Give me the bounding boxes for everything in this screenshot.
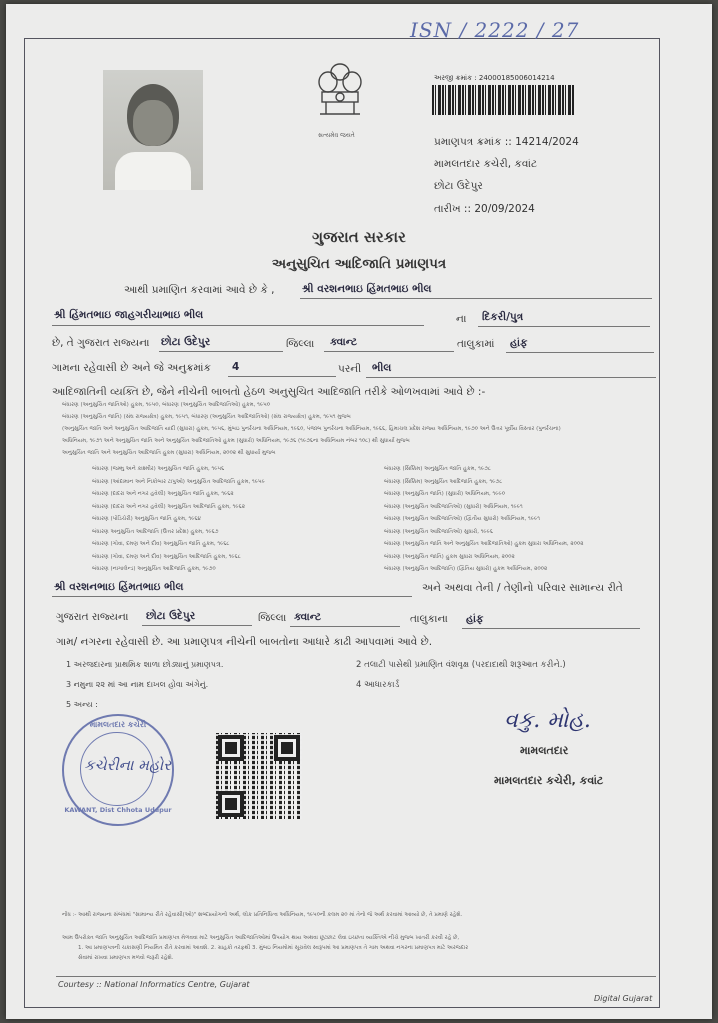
village: હાંફ: [510, 337, 528, 349]
government-title: ગુજરાત સરકાર: [312, 228, 406, 246]
basis-item-3: 3 નમુના ૨૨ માં આ નામ દાખલ હોવા અંગેનું.: [66, 680, 209, 689]
officer-office: મામલતદાર કચેરી, કવાંટ: [494, 774, 604, 787]
taluka-2-line: [290, 626, 400, 627]
law-line: બંધારણ (દાદરા અને નગર હવેલી) અનુસુચિત આદિજાતિ હુકમ, ૧૯૬૨: [92, 503, 245, 510]
holder-name: શ્રી વરશનભાઇ હિંમતભાઇ ભીલ: [302, 283, 432, 295]
resident-prefix: છે, તે ગુજરાત રાજ્યના: [52, 337, 150, 349]
office-district: છોટા ઉદેપુર: [434, 180, 483, 192]
officer-designation: મામલતદાર: [520, 744, 569, 757]
serial-line: [228, 376, 336, 377]
applicant-photo: [103, 70, 203, 190]
basis-item-5: 5 અન્ય :: [66, 700, 98, 709]
digital-gujarat-brand: Digital Gujarat: [594, 994, 653, 1003]
village-line: [506, 352, 654, 353]
law-line: બંધારણ (જમ્મુ અને કાશ્મીર) અનુસુચિત જાતિ હુકમ, ૧૯૫૬: [92, 466, 225, 472]
relation-prefix: ના: [456, 313, 467, 325]
community-prefix: ગામના રહેવાસી છે અને જે અનુક્રમાંક: [52, 362, 211, 374]
office-name: મામલતદાર કચેરી, કવાંટ: [434, 158, 538, 170]
law-line: બંધારણ (અનુસુચિત જાતિ અને અનુસુચિત આદિજાતિઓ) હુકમ સુધારા અધિનિયમ, ૨૦૦૨: [384, 541, 584, 547]
law-line: અનુસુચિત જાતિ અને અનુસુચિત આદિજાતિ હુકમ (સુધારા) અધિનિયમ, ૨૦૦૨ થી સુધાર્યા મુજબ: [62, 450, 276, 456]
law-list-left: [92, 466, 372, 579]
intro-text: આથી પ્રમાણિત કરવામાં આવે છે કે ,: [124, 284, 275, 296]
district-2-line: [142, 625, 252, 626]
seal-bottom-text: KAWANT, Dist Chhota Udepur: [64, 806, 172, 814]
family-clause: અને અથવા તેની / તેણીનો પરિવાર સામાન્ય રીતે: [422, 582, 623, 594]
courtesy-text: Courtesy :: National Informatics Centre, Gujarat: [58, 980, 250, 989]
handwritten-reference: ISN / 2222 / 27: [410, 18, 580, 42]
basis-item-1: 1 અરજદારના પ્રાથમિક શાળા છોડ્યાનું પ્રમાણપત્ર.: [66, 660, 224, 669]
law-line: બંધારણ (અનુસુચિત જાતિ) (સંઘ રાજ્યક્ષેત્ર) હુકમ, ૧૯૫૧, બંધારણ (અનુસુચિત આદિજાતિઓ) (સંઘ રાજ્યક્ષેત્ર) હુકમ, ૧૯૫૧ મુજબ: [62, 414, 351, 420]
law-line: બંધારણ (નાગાલેન્ડ) અનુસુચિત આદિજાતિ હુકમ, ૧૯૭૦: [92, 566, 216, 572]
qr-code: [216, 733, 302, 819]
serial-number: 4: [232, 361, 240, 373]
village-2-line: [462, 628, 640, 629]
law-line: બંધારણ (ગોવા, દમણ અને દીવ) અનુસુચિત જાતિ હુકમ, ૧૯૬૮: [92, 541, 230, 547]
law-line: અધિનિયમ, ૧૯૭૧ અને અનુસુચિત જાતિ અને અનુસુચિત આદિજાતિઓ હુકમ (સુધારો) અધિનિયમ, ૧૯૭૬ (૧૯૭૬ના અધિનિયમ નંબર ૧૦૮) થી સુધાર્યા મુજબ: [62, 438, 410, 444]
holder-name-line: [300, 298, 652, 299]
law-line: બંધારણ (સિક્કિમ) અનુસુચિત આદિજાતિ હુકમ, ૧૯૭૮: [384, 478, 503, 485]
law-line: બંધારણ (અનુસુચિત આદિજાતિઓ) (સુધારો) અધિનિયમ, ૧૯૯૧: [384, 503, 523, 510]
basis-item-2: 2 તલાટી પાસેથી પ્રમાણિત વંશવૃક્ષ (પરદાદાથી શરૂઆત કરીને.): [356, 660, 566, 670]
law-line: બંધારણ (ગોવા, દમણ અને દીવ) અનુસુચિત આદિજાતિ હુકમ, ૧૯૬૮: [92, 553, 241, 560]
closing-line: ગામ/ નગરના રહેવાસી છે. આ પ્રમાણપત્ર નીચેની બાબતોના આધારે કાઢી આપવામાં આવે છે.: [56, 636, 433, 648]
law-list-right: [384, 466, 654, 579]
tribe: ભીલ: [372, 362, 392, 374]
parent-name: શ્રી હિંમતભાઇ જાહગરીયાભાઇ ભીલ: [54, 309, 204, 321]
district-label-2: જિલ્લા: [258, 612, 287, 624]
law-line: બંધારણ (અનુસુચિત જાતિઓ) હુકમ, ૧૯૫૦, બંધારણ (અનુસુચિત આદિજાતિઓ) હુકમ, ૧૯૫૦: [62, 402, 271, 408]
taluka-label-2: તાલુકાના: [410, 613, 448, 625]
office-seal: [62, 714, 174, 826]
certificate-title: અનુસુચિત આદિજાતિ પ્રમાણપત્ર: [271, 256, 447, 272]
district-label: જિલ્લા: [286, 338, 315, 350]
law-list-full: [62, 402, 652, 462]
barcode: [432, 85, 575, 115]
note-1: નોંધ :- આથી રાજ્યના સંબંધમાં "સામાન્ય રીતે રહેવાસી(ઓ)" શબ્દપ્રયોગનો અર્થ, લોક પ્રતિનિધિત્વ અધિનિયમ, ૧૯૫૦ની કલમ ૨૦ માં તેનો જે અર્થ કરવામાં આવ્યો છે, તે પ્રમાણે રહેશે.: [62, 912, 463, 918]
parent-name-line: [52, 325, 424, 326]
note-3: 1. આ પ્રમાણપત્રની ચકાસણી નિયમિત રીતે કરવામાં આવશે. 2. ગ્રાહકો તરફથી 3. મુંબઇ નિયમોમાં સૂચવેલ સ્વરૂપમાં આ પ્રમાણપત્ર તે ગામ અથવા નગરના પ્રમાણપત્ર માટે અરજદાર: [78, 945, 469, 951]
certificate-number: પ્રમાણપત્ર ક્રમાંક :: 14214/2024: [434, 136, 579, 148]
basis-item-4: 4 આધારકાર્ડ: [356, 680, 400, 690]
law-line: બંધારણ (દાદરા અને નગર હવેલી) અનુસુચિત જાતિ હુકમ, ૧૯૬૨: [92, 491, 234, 497]
law-line: બંધારણ (આંદામાન અને નિકોબાર ટાપુઓ) અનુસુચિત આદિજાતિ હુકમ, ૧૯૫૯: [92, 478, 265, 485]
relation-line: [478, 326, 650, 327]
note-4: સેવામાં રાખવા પ્રમાણપત્ર મળવો જરૂરી રહેશે.: [78, 955, 174, 961]
relation: દિકરી/પુત્ર: [482, 311, 524, 323]
national-emblem-icon: [312, 58, 368, 130]
taluka-2: ક્વાન્ટ: [294, 611, 322, 623]
holder-name-2-line: [52, 596, 412, 597]
law-line: બંધારણ (અનુસુચિત આદિજાતિઓ) (દ્વિતીય સુધારો) અધિનિયમ, ૧૯૯૧: [384, 516, 540, 522]
officer-signature: વકુ. મોહ.: [504, 708, 591, 733]
district-2: છોટા ઉદેપુર: [146, 610, 196, 622]
state-prefix: ગુજરાત રાજ્યના: [56, 611, 129, 623]
district-line: [159, 351, 283, 352]
taluka: ક્વાન્ટ: [330, 336, 358, 348]
taluka-label: તાલુકામાં: [457, 338, 495, 350]
seal-signature: કચેરીના મહોર: [84, 756, 172, 774]
law-line: બંધારણ (અનુસુચિત આદિજાતિ) (દ્વિતિય સુધારો) હુકમ અધિનિયમ, ૨૦૦૨: [384, 566, 548, 572]
law-line: બંધારણ અનુસુચિત આદિજાતિ (ઉત્તર પ્રદેશ) હુકમ, ૧૯૬૭: [92, 528, 219, 535]
law-line: બંધારણ (પોંડિચેરી) અનુસુચિત જાતિ હુકમ, ૧૯૬૪: [92, 516, 201, 522]
district: છોટા ઉદેપુર: [161, 336, 211, 348]
tribe-line: [366, 377, 656, 378]
seal-top-text: મામલતદાર કચેરી: [89, 720, 147, 729]
holder-name-2: શ્રી વરશનભાઇ હિંમતભાઇ ભીલ: [54, 581, 184, 593]
law-line: બંધારણ (અનુસુચિત આદિજાતિઓ) સુધારો, ૧૯૯૬: [384, 528, 493, 535]
taluka-line: [324, 351, 454, 352]
issue-date: તારીખ :: 20/09/2024: [434, 203, 535, 215]
application-number: અરજી ક્રમાંક : 24000185006014214: [434, 74, 555, 82]
law-line: (અનુસુચિત જાતિ અને અનુસુચિત આદિજાતિ યાદી (સુધારા) હુકમ, ૧૯૫૬, મુંબઇ પુનર્રચના અધિનિયમ, ૧૯૬૦, પંજાબ પુનર્રચના અધિનિયમ, ૧૯૬૬, હિમાચલ પ્રદેશ રાજ્ય અધિનિયમ, ૧૯૭૦ અને ઉત્તર પૂર્વીય વિસ્તાર (પુનર્રચના): [62, 426, 561, 432]
tribe-note: આદિજાતિની વ્યક્તિ છે, જેને નીચેની બાબતો હેઠળ અનુસુચિત આદિજાતિ તરીકે ઓળખવામાં આવે છે :-: [52, 386, 486, 398]
law-line: બંધારણ (અનુસુચિત જાતિ) (સુધારો) અધિનિયમ, ૧૯૯૦: [384, 491, 506, 497]
note-2: આમ ઉપરોક્ત જાતિ અનુસુચિત આદિજાતિ પ્રમાણપત્ર મેળવવા માટે અનુસુચિત આદિજાતિઓમાં ઉપયોગ થાય અથવા છૂટછાટ લેવા ઇચ્છતા વ્યક્તિએ નીચે મુજબ ખાતરી કરવી રહે છે,: [62, 935, 460, 941]
emblem-caption: સત્યમેવ જયતે: [318, 132, 355, 139]
community-label: પરની: [338, 363, 362, 375]
law-line: બંધારણ (સિક્કિમ) અનુસુચિત જાતિ હુકમ, ૧૯૭૮: [384, 466, 491, 472]
village-2: હાંફ: [466, 613, 484, 625]
law-line: બંધારણ (અનુસુચિત જાતિ) હુકમ સુધારા અધિનિયમ, ૨૦૦૨: [384, 553, 515, 560]
